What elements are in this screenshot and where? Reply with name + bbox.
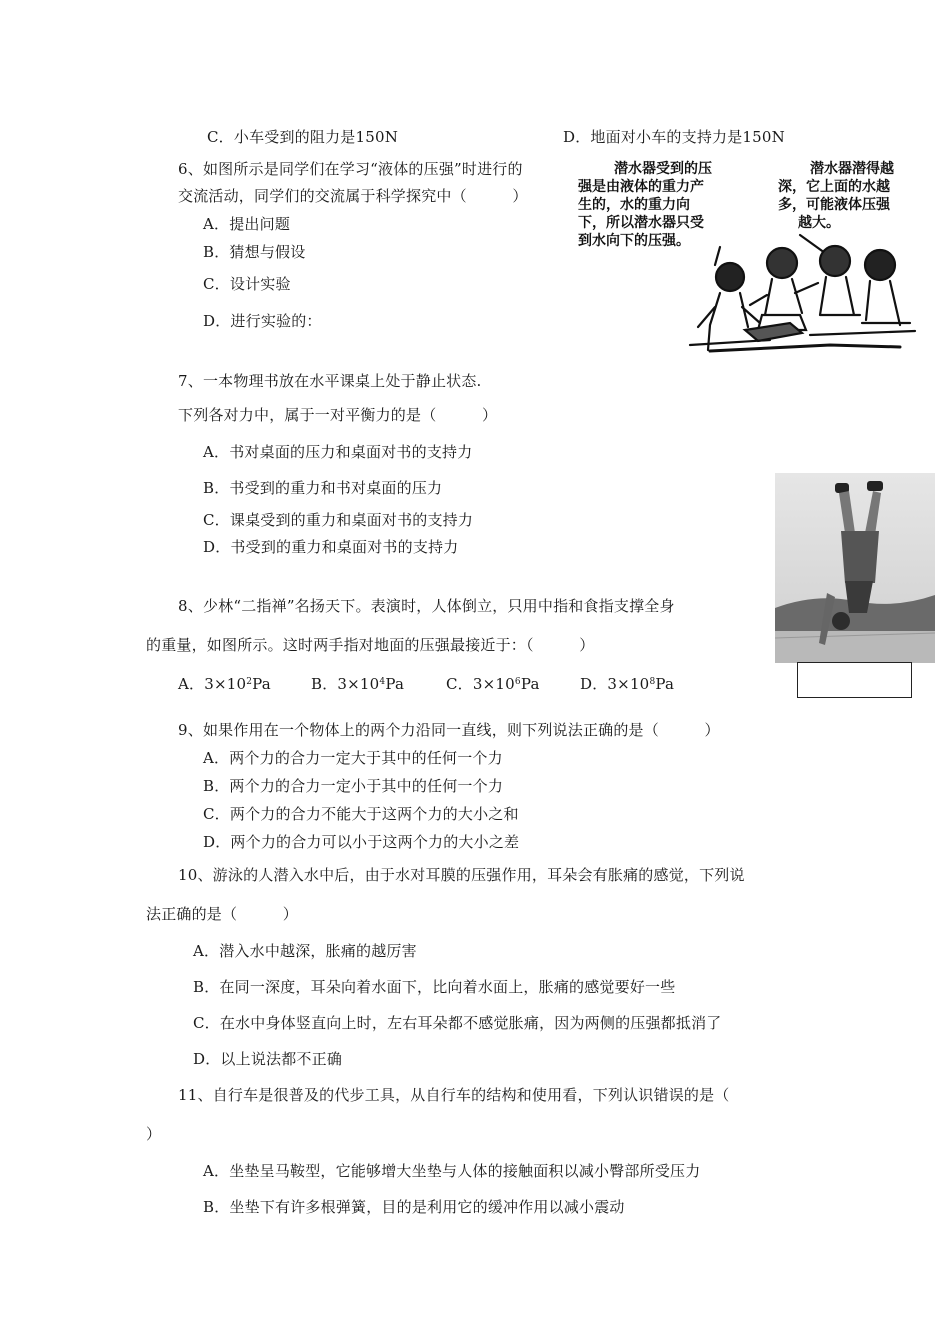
q6-option-b: B．猜想与假设 <box>203 243 306 261</box>
right-bubble-line: 深，它上面的水越 <box>778 179 890 195</box>
q11-stem-line2: ） <box>146 1125 162 1143</box>
q9-option-c: C．两个力的合力不能大于这两个力的大小之和 <box>203 805 519 823</box>
right-bubble-line: 多，可能液体压强 <box>778 197 890 213</box>
q11-option-b: B．坐垫下有许多根弹簧，目的是利用它的缓冲作用以减小震动 <box>203 1198 625 1216</box>
q10-option-a: A．潜入水中越深，胀痛的越厉害 <box>193 942 417 960</box>
q9-option-b: B．两个力的合力一定小于其中的任何一个力 <box>203 777 504 795</box>
q10-stem-line1: 10、游泳的人潜入水中后，由于水对耳膜的压强作用，耳朵会有胀痛的感觉，下列说 <box>178 866 745 884</box>
right-bubble-line: 越大。 <box>798 215 840 231</box>
q6-option-a: A．提出问题 <box>203 215 291 233</box>
left-bubble-line: 生的，水的重力向 <box>578 197 690 213</box>
option-unit: Pa <box>655 675 675 693</box>
q5-option-d: D．地面对小车的支持力是150N <box>563 128 785 146</box>
q5-option-c: C．小车受到的阻力是150N <box>207 128 399 146</box>
q7-option-d: D．书受到的重力和桌面对书的支持力 <box>203 538 459 556</box>
students-drawing <box>570 155 935 355</box>
q10-option-d: D．以上说法都不正确 <box>193 1050 343 1068</box>
option-exponent: 6 <box>514 677 521 687</box>
left-bubble-line: 下，所以潜水器只受 <box>578 215 704 231</box>
option-label: A．3×10 <box>178 675 247 693</box>
option-exponent: 2 <box>246 677 253 687</box>
q8-option-d <box>580 672 674 694</box>
q7-stem-line2: 下列各对力中，属于一对平衡力的是（ ） <box>178 406 498 424</box>
q8-stem-line2: 的重量，如图所示。这时两手指对地面的压强最接近于：（ ） <box>146 636 595 654</box>
q8-stem-line1: 8、少林“二指禅”名扬天下。表演时，人体倒立，只用中指和食指支撑全身 <box>178 597 675 615</box>
option-label: D．3×10 <box>580 675 650 693</box>
q8-option-c <box>446 672 540 694</box>
option-unit: Pa <box>385 675 405 693</box>
q9-stem: 9、如果作用在一个物体上的两个力沿同一直线，则下列说法正确的是（ ） <box>178 721 720 739</box>
discussion-cartoon-figure <box>570 155 935 355</box>
q6-stem-line2: 交流活动，同学们的交流属于科学探究中（ ） <box>178 187 528 205</box>
option-label: C．3×10 <box>446 675 515 693</box>
two-finger-handstand-photo <box>775 473 935 663</box>
option-unit: Pa <box>520 675 540 693</box>
q11-stem-line1: 11、自行车是很普及的代步工具，从自行车的结构和使用看，下列认识错误的是（ <box>178 1086 730 1104</box>
option-unit: Pa <box>252 675 271 693</box>
q8-option-a <box>178 672 271 694</box>
q7-option-a: A．书对桌面的压力和桌面对书的支持力 <box>203 443 473 461</box>
q7-stem-line1: 7、一本物理书放在水平课桌上处于静止状态. <box>178 372 482 390</box>
q7-option-b: B．书受到的重力和书对桌面的压力 <box>203 479 443 497</box>
q6-stem-line1: 6、如图所示是同学们在学习“液体的压强”时进行的 <box>178 160 523 178</box>
left-bubble-line: 强是由液体的重力产 <box>578 179 704 195</box>
right-bubble-line: 潜水器潜得越 <box>810 161 894 177</box>
q7-option-c: C．课桌受到的重力和桌面对书的支持力 <box>203 511 474 529</box>
q6-option-c: C．设计实验 <box>203 275 291 293</box>
option-label: B．3×10 <box>311 675 380 693</box>
left-bubble-line: 潜水器受到的压 <box>614 161 712 177</box>
option-exponent: 8 <box>649 677 656 687</box>
q9-option-d: D．两个力的合力可以小于这两个力的大小之差 <box>203 833 520 851</box>
q8-option-b <box>311 672 404 694</box>
q10-option-b: B．在同一深度，耳朵向着水面下，比向着水面上，胀痛的感觉要好一些 <box>193 978 676 996</box>
q10-stem-line2: 法正确的是（ ） <box>146 905 299 923</box>
left-bubble-line: 到水向下的压强。 <box>578 233 690 249</box>
q11-option-a: A．坐垫呈马鞍型，它能够增大坐垫与人体的接触面积以减小臀部所受压力 <box>203 1162 701 1180</box>
option-exponent: 4 <box>379 677 386 687</box>
photo-drawing <box>775 473 935 663</box>
q9-option-a: A．两个力的合力一定大于其中的任何一个力 <box>203 749 503 767</box>
answer-box <box>797 662 912 698</box>
q10-option-c: C．在水中身体竖直向上时，左右耳朵都不感觉胀痛，因为两侧的压强都抵消了 <box>193 1014 722 1032</box>
q6-option-d: D．进行实验的： <box>203 312 322 330</box>
